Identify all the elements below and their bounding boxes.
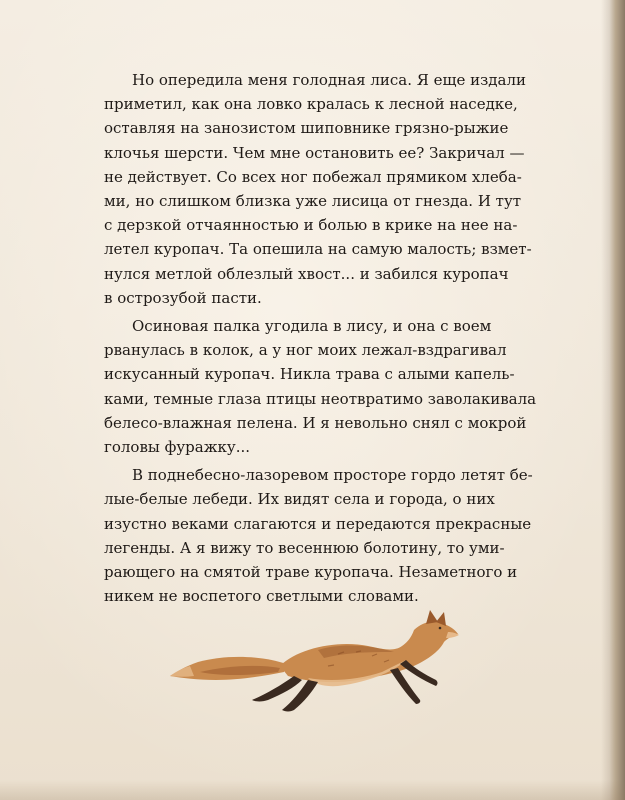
- text-line: нулся метлой облезлый хвост... и забился куропач: [104, 264, 509, 283]
- fox-hind-leg: [252, 676, 302, 702]
- paragraph-1: [104, 68, 556, 310]
- paragraph-3: [104, 463, 556, 608]
- text-line: рающего на смятой траве куропача. Незаметного и: [104, 563, 518, 582]
- text-line: никем не воспетого светлыми словами.: [104, 587, 419, 606]
- text-line: изустно веками слагаются и передаются прекрасные: [104, 514, 532, 533]
- running-fox-illustration: [168, 606, 460, 716]
- text-line: клочья шерсти. Чем мне остановить ее? Закричал —: [104, 143, 525, 162]
- text-block: [104, 68, 556, 608]
- text-line: Но опередила меня голодная лиса. Я еще издали: [132, 71, 527, 89]
- text-line: искусанный куропач. Никла трава с алыми капель-: [104, 365, 515, 384]
- fox-eye: [439, 627, 442, 630]
- text-line: не действует. Со всех ног побежал прямиком хлеба-: [104, 167, 522, 186]
- text-line: лые-белые лебеди. Их видят села и города, о них: [104, 490, 495, 509]
- text-line: головы фуражку...: [104, 438, 251, 457]
- text-line: ками, темные глаза птицы неотвратимо заволакивала: [104, 389, 537, 408]
- fox-tail-tip: [170, 666, 194, 677]
- text-line: ми, но слишком близка уже лисица от гнезда. И тут: [104, 192, 522, 211]
- paragraph-2: [104, 314, 556, 459]
- text-line: В поднебесно-лазоревом просторе гордо летят бе-: [132, 466, 533, 485]
- page-edge-right: [601, 0, 625, 800]
- text-line: летел куропач. Та опешила на самую малость; взмет-: [104, 240, 532, 259]
- text-line: оставляя на занозистом шиповнике грязно-рыжие: [104, 119, 509, 138]
- text-line: рванулась в колок, а у ног моих лежал-вздрагивал: [104, 341, 507, 360]
- page-edge-bottom: [0, 780, 625, 800]
- text-line: легенды. А я вижу то весеннюю болотину, то уми-: [104, 538, 505, 557]
- text-line: приметил, как она ловко кралась к лесной наседке,: [104, 95, 518, 114]
- text-line: белесо-влажная пелена. И я невольно снял с мокрой: [104, 413, 527, 432]
- text-line: с дерзкой отчаянностью и болью в крике на нее на-: [104, 216, 518, 235]
- text-line: в острозубой пасти.: [104, 288, 262, 307]
- text-line: Осиновая палка угодила в лису, и она с воем: [132, 317, 492, 336]
